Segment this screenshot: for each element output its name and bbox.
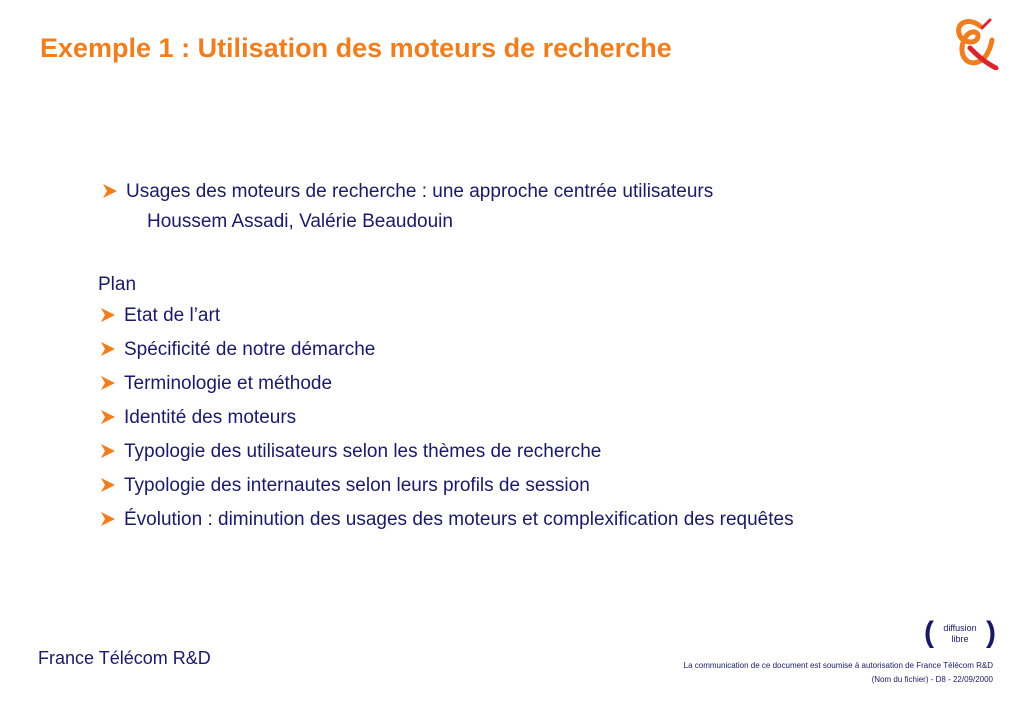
plan-item-label: Typologie des utilisateurs selon les thèmes de recherche xyxy=(124,441,602,462)
badge-line-1: diffusion xyxy=(943,623,977,633)
plan-item xyxy=(98,300,918,334)
plan-item xyxy=(98,334,918,368)
plan-item xyxy=(98,436,918,470)
plan-item-label: Typologie des internautes selon leurs profils de session xyxy=(124,475,590,496)
arrow-bullet-icon xyxy=(100,307,116,323)
company-name: France Télécom R&D xyxy=(38,648,211,668)
plan-heading: Plan xyxy=(98,274,137,295)
arrow-bullet-icon xyxy=(100,409,116,425)
ampersand-logo-icon xyxy=(944,14,1000,70)
intro-item xyxy=(100,176,920,210)
plan-section xyxy=(98,270,918,538)
intro-line-1: Usages des moteurs de recherche : une approche centrée utilisateurs xyxy=(126,181,714,202)
plan-item-label: Évolution : diminution des usages des moteurs et complexification des requêtes xyxy=(124,509,794,530)
plan-item xyxy=(98,504,918,538)
intro-line-2: Houssem Assadi, Valérie Beaudouin xyxy=(147,211,453,232)
plan-item xyxy=(98,470,918,504)
intro-block xyxy=(100,176,920,238)
diffusion-libre-badge xyxy=(924,617,996,649)
arrow-bullet-icon xyxy=(100,375,116,391)
svg-text:(: ( xyxy=(924,617,934,649)
svg-text:): ) xyxy=(986,617,996,649)
arrow-bullet-icon xyxy=(100,511,116,527)
plan-item-label: Identité des moteurs xyxy=(124,407,297,428)
plan-item xyxy=(98,368,918,402)
arrow-bullet-icon xyxy=(100,477,116,493)
legal-notice: La communication de ce document est soumise à autorisation de France Télécom R&D xyxy=(683,661,993,670)
plan-item-label: Etat de l’art xyxy=(124,305,221,326)
badge-line-2: libre xyxy=(951,634,969,644)
plan-item-label: Terminologie et méthode xyxy=(124,373,333,394)
arrow-bullet-icon xyxy=(102,183,118,199)
page-title: Exemple 1 : Utilisation des moteurs de recherche xyxy=(40,33,672,63)
arrow-bullet-icon xyxy=(100,443,116,459)
arrow-bullet-icon xyxy=(100,341,116,357)
document-reference: (Nom du fichier) - D8 - 22/09/2000 xyxy=(871,675,993,684)
plan-item xyxy=(98,402,918,436)
plan-item-label: Spécificité de notre démarche xyxy=(124,339,376,360)
